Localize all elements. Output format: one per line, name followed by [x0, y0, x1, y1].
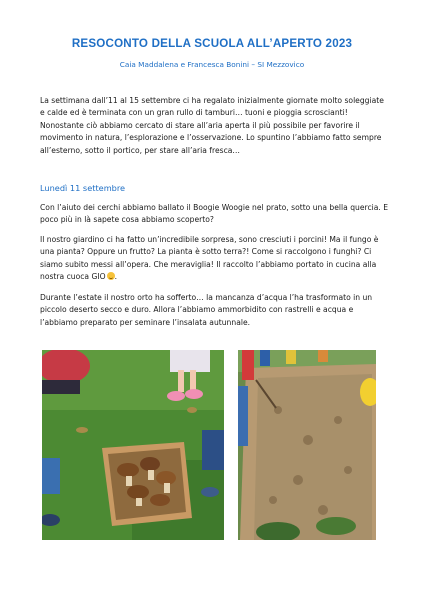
smiling-face-emoji-icon: [107, 272, 115, 280]
day-heading: Lunedì 11 settembre: [40, 183, 126, 193]
intro-paragraph: La settimana dall’11 al 15 settembre ci ha regalato inizialmente giornate molto soleggiate e calde ed è terminata con un gran rullo di tamburi… tuoni e pioggia scroscianti! Nonostante ciò abbiamo cercato di stare all’aria aperta il più possibile per favorire il movimento in natura, l’esplorazione e l’osservazione. Lo spuntino l’abbiamo fatto sempre all’esterno, sotto il portico, per stare all’aria fresca…: [40, 96, 384, 155]
paragraph-porcini: Il nostro giardino ci ha fatto un’incredibile sorpresa, sono cresciuti i porcini! Ma il fungo è una pianta? Oppure un frutto? La pianta è sotto terra?! Come si raccolgono i funghi? Ci siamo subito messi all’opera. Che meraviglia! Il raccolto l’abbiamo portato in cucina alla nostra cuoca GIO .: [40, 235, 379, 282]
document-title: RESOCONTO DELLA SCUOLA ALL’APERTO 2023: [71, 37, 353, 50]
mushroom-basket-photo-image: [42, 350, 224, 540]
document-authors: Caia Maddalena e Francesca Bonini – SI Mezzovico: [119, 60, 305, 69]
paragraph-boogie-woogie: Con l’aiuto dei cerchi abbiamo ballato il Boogie Woogie nel prato, sotto una bella quercia. E poco più in là sapete cosa abbiamo scoperto?: [40, 203, 389, 225]
garden-bed-photo-image: [238, 350, 376, 540]
mushroom-basket-photo: [42, 350, 224, 540]
paragraph-orto: Durante l’estate il nostro orto ha sofferto… la mancanza d’acqua l’ha trasformato in un piccolo deserto secco e duro. Allora l’abbiamo ammorbidito con rastrelli e acqua e l’abbiamo preparato per seminare l’insalata autunnale.: [40, 293, 373, 327]
garden-bed-photo: [238, 350, 376, 540]
paragraph-porcini-text: Il nostro giardino ci ha fatto un’incredibile sorpresa, sono cresciuti i porcini! Ma il fungo è una pianta? Oppure un frutto? La pianta è sotto terra?! Come si raccolgono i funghi? Ci siamo subito messi all’opera. Che meraviglia! Il raccolto l’abbiamo portato in cucina alla nostra cuoca GIO: [40, 235, 379, 282]
